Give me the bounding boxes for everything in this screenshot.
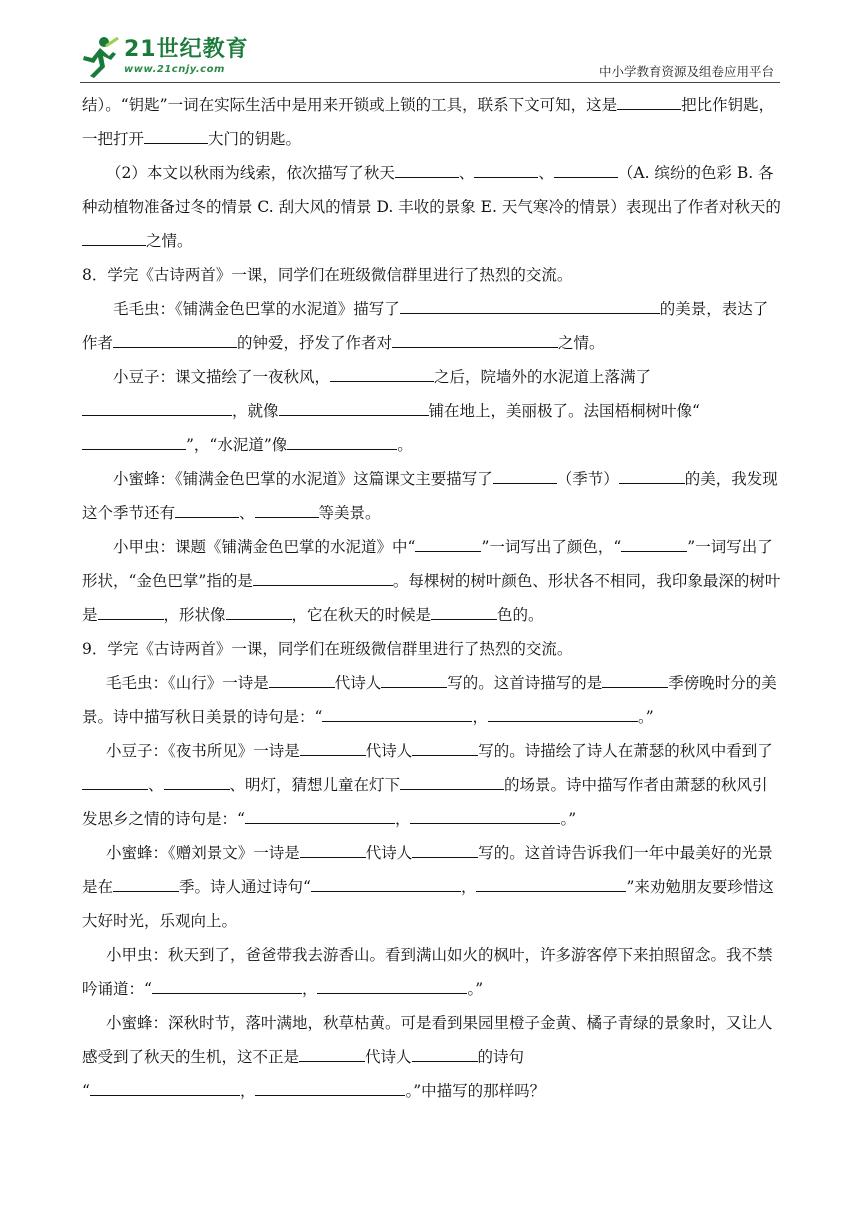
answer-blank[interactable]: [245, 806, 395, 824]
q7-part2: （2）本文以秋雨为线索，依次描写了秋天 、 、 （A. 缤纷的色彩 B. 各种动植物准备过冬的情景 C. 刮大风的情景 D. 丰收的景象 E. 天气寒冷的情景）表现出了作者对秋天的之情。: [82, 156, 782, 258]
answer-blank[interactable]: [412, 840, 478, 858]
answer-blank[interactable]: [255, 1078, 405, 1096]
q9-xiaomifeng-2-line2: “ ， 。”中描写的那样吗？: [82, 1074, 782, 1108]
answer-blank[interactable]: [152, 976, 302, 994]
answer-blank[interactable]: [311, 874, 461, 892]
answer-blank[interactable]: [164, 772, 230, 790]
q8-title: 8．学完《古诗两首》一课，同学们在班级微信群里进行了热烈的交流。: [82, 266, 573, 284]
answer-blank[interactable]: [410, 806, 560, 824]
logo-brand-text: 21世纪教育: [124, 37, 249, 62]
q8-xiaodouzi: 小豆子：课文描绘了一夜秋风， 之后，院墙外的水泥道上落满了，就像 铺在地上，美丽极了。法国梧桐树叶像“”，“水泥道”像 。: [82, 360, 782, 462]
answer-blank[interactable]: [488, 704, 638, 722]
answer-blank[interactable]: [412, 738, 478, 756]
logo-url-text: www.21cnjy.com: [124, 64, 225, 75]
answer-blank[interactable]: [90, 1078, 240, 1096]
answer-blank[interactable]: [400, 772, 504, 790]
answer-blank[interactable]: [300, 738, 366, 756]
answer-blank[interactable]: [381, 670, 447, 688]
answer-blank[interactable]: [82, 398, 232, 416]
answer-blank[interactable]: [412, 1044, 478, 1062]
platform-name: 中小学教育资源及组卷应用平台: [598, 64, 774, 79]
answer-blank[interactable]: [619, 466, 685, 484]
answer-blank[interactable]: [113, 330, 237, 348]
q9-xiaodouzi: 小豆子：《夜书所见》一诗是 代诗人 写的。诗描绘了诗人在萧瑟的秋风中看到了、 、明灯，猜想儿童在灯下 的场景。诗中描写作者由萧瑟的秋风引发思乡之情的诗句是：“ ， 。”: [82, 734, 782, 836]
q8-xiaojiachong: 小甲虫：课题《铺满金色巴掌的水泥道》中“ ”一词写出了颜色，“ ”一词写出了形状，“金色巴掌”指的是 。每棵树的树叶颜色、形状各不相同，我印象最深的树叶是 ，形状像 ，它在秋天的时候是 色的。: [82, 530, 782, 632]
q9-xiaomifeng-2: 小蜜蜂：深秋时节，落叶满地，秋草枯黄。可是看到果园里橙子金黄、橘子青绿的景象时，又让人感受到了秋天的生机，这不正是 代诗人 的诗句: [82, 1014, 773, 1066]
answer-blank[interactable]: [98, 602, 164, 620]
answer-blank[interactable]: [400, 296, 660, 314]
q9-maomaochong: 毛毛虫：《山行》一诗是 代诗人 写的。这首诗描写的是 季傍晚时分的美景。诗中描写秋日美景的诗句是：“ ， 。”: [82, 666, 782, 734]
answer-blank[interactable]: [415, 534, 481, 552]
answer-blank[interactable]: [269, 670, 335, 688]
answer-blank[interactable]: [113, 874, 179, 892]
document-body: [82, 88, 782, 1108]
answer-blank[interactable]: [82, 772, 148, 790]
answer-blank[interactable]: [395, 160, 459, 178]
answer-blank[interactable]: [493, 466, 557, 484]
answer-blank[interactable]: [392, 330, 558, 348]
q8-xiaomifeng: 小蜜蜂：《铺满金色巴掌的水泥道》这篇课文主要描写了 （季节） 的美，我发现这个季节还有 、 等美景。: [82, 462, 782, 530]
answer-blank[interactable]: [621, 534, 687, 552]
q9-title: 9．学完《古诗两首》一课，同学们在班级微信群里进行了热烈的交流。: [82, 640, 573, 658]
answer-blank[interactable]: [474, 160, 538, 178]
answer-blank[interactable]: [476, 874, 626, 892]
answer-blank[interactable]: [82, 228, 146, 246]
answer-blank[interactable]: [279, 398, 429, 416]
answer-blank[interactable]: [330, 364, 434, 382]
answer-blank[interactable]: [82, 432, 186, 450]
answer-blank[interactable]: [255, 500, 319, 518]
header-divider: [80, 82, 780, 83]
answer-blank[interactable]: [431, 602, 497, 620]
answer-blank[interactable]: [226, 602, 292, 620]
q9-xiaojiachong: 小甲虫：秋天到了，爸爸带我去游香山。看到满山如火的枫叶，许多游客停下来拍照留念。我不禁吟诵道：“ ， 。”: [82, 946, 773, 998]
logo: [74, 30, 249, 82]
q7-continuation-line1: 结）。“钥匙”一词在实际生活中是用来开锁或上锁的工具，联系下文可知，这是 把比作钥匙，: [82, 88, 782, 122]
q8-maomaochong: 毛毛虫：《铺满金色巴掌的水泥道》描写了 的美景，表达了作者 的钟爱，抒发了作者对 之情。: [82, 292, 782, 360]
answer-blank[interactable]: [554, 160, 618, 178]
answer-blank[interactable]: [617, 92, 681, 110]
answer-blank[interactable]: [287, 432, 397, 450]
answer-blank[interactable]: [322, 704, 472, 722]
answer-blank[interactable]: [144, 126, 208, 144]
answer-blank[interactable]: [602, 670, 668, 688]
answer-blank[interactable]: [300, 840, 366, 858]
page-header: [0, 0, 860, 84]
answer-blank[interactable]: [299, 1044, 365, 1062]
answer-blank[interactable]: [253, 568, 393, 586]
q9-xiaomifeng: 小蜜蜂：《赠刘景文》一诗是 代诗人 写的。这首诗告诉我们一年中最美好的光景是在 季。诗人通过诗句“ ， ”来劝勉朋友要珍惜这大好时光，乐观向上。: [82, 836, 782, 938]
answer-blank[interactable]: [175, 500, 239, 518]
runner-logo-icon: [78, 36, 120, 78]
answer-blank[interactable]: [317, 976, 467, 994]
q7-continuation-line2: 一把打开 大门的钥匙。: [82, 122, 782, 156]
